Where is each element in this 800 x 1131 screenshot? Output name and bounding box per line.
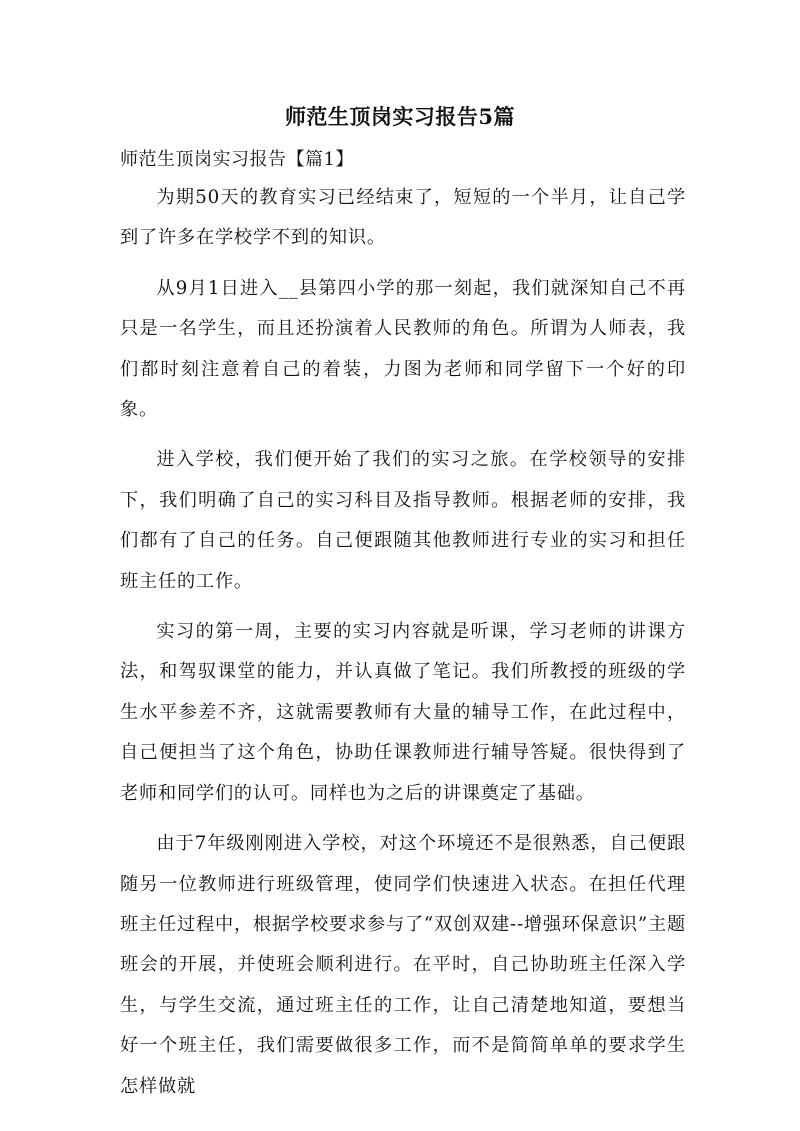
document-title: 师范生顶岗实习报告5篇 [284,104,516,129]
paragraph-3: 进入学校，我们便开始了我们的实习之旅。在学校领导的安排下，我们明确了自己的实习科目及指导教师。根据老师的安排，我们都有了自己的任务。自己便跟随其他教师进行专业的实习和担任班主任的工作。 [120,449,686,592]
paragraph-2: 从9月1日进入__县第四小学的那一刻起，我们就深知自己不再只是一名学生，而且还扮演着人民教师的角色。所谓为人师表，我们都时刻注意着自己的着装，力图为老师和同学留下一个好的印象。 [120,277,686,421]
paragraph-1: 为期50天的教育实习已经结束了，短短的一个半月，让自己学到了许多在学校学不到的知识。 [120,187,686,249]
paragraph-4: 实习的第一周，主要的实习内容就是听课，学习老师的讲课方法，和驾驭课堂的能力，并认真做了笔记。我们所教授的班级的学生水平参差不齐，这就需要教师有大量的辅导工作，在此过程中，自己便担当了这个角色，协助任课教师进行辅导答疑。很快得到了老师和同学们的认可。同样也为之后的讲课奠定了基础。 [120,621,686,804]
document-body [120,178,686,1107]
section-heading: 师范生顶岗实习报告【篇1】 [120,149,354,170]
paragraph-5: 由于7年级刚刚进入学校，对这个环境还不是很熟悉，自己便跟随另一位教师进行班级管理，使同学们快速进入状态。在担任代理班主任过程中，根据学校要求参与了“双创双建--增强环保意识”主题班会的开展，并使班会顺利进行。在平时，自己协助班主任深入学生，与学生交流，通过班主任的工作，让自己清楚地知道，要想当好一个班主任，我们需要做很多工作，而不是简简单单的要求学生怎样做就 [120,833,686,1097]
